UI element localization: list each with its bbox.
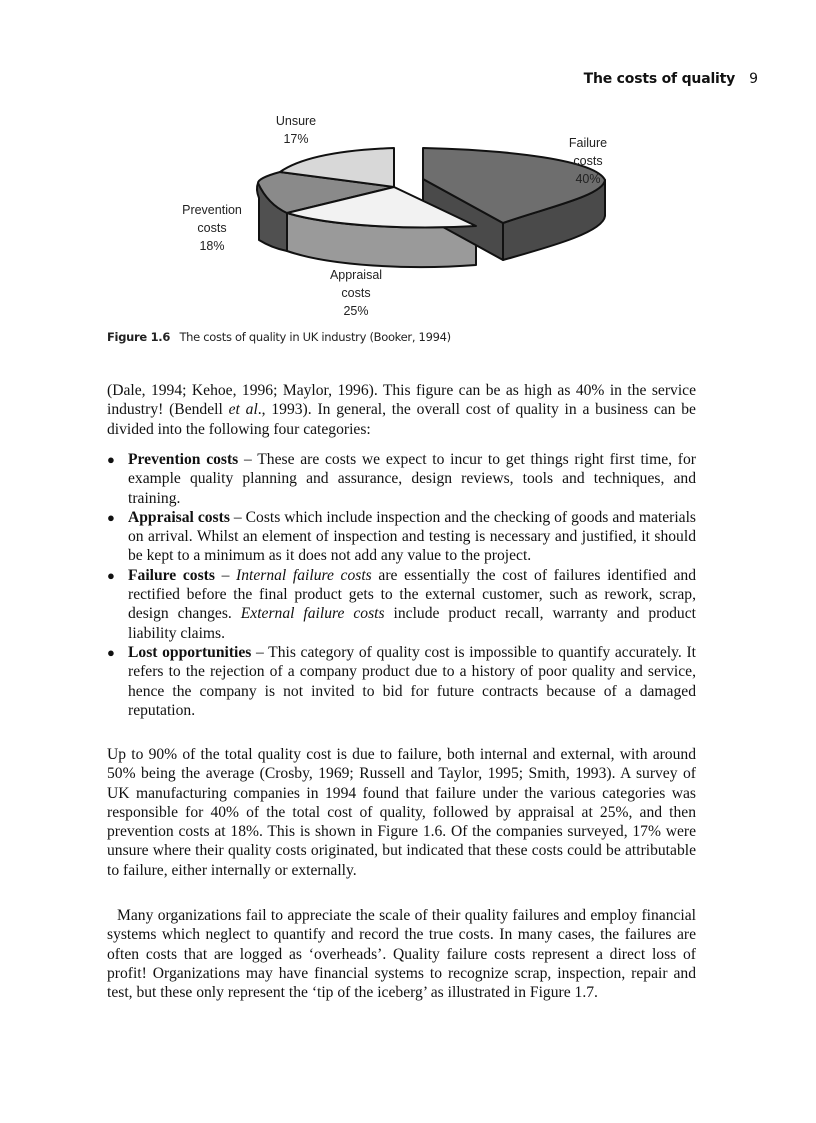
- paragraph-financial-systems: Many organizations fail to appreciate the scale of their quality failures and employ financial systems which neglect to quantify and record the true costs. In many cases, the failures are often costs that are logged as ‘overheads’. Quality failure costs represent a direct loss of profit! Organizations may have financial systems to recognize scrap, inspection, repair and test, but these only represent the ‘tip of the iceberg’ as illustrated in Figure 1.7.: [107, 907, 696, 1002]
- list-item-prevention: ● Prevention costs – These are costs we expect to incur to get things right first time, for example quality planning and assurance, design reviews, tools and techniques, and training.: [107, 451, 696, 507]
- label-unsure: Unsure 17%: [275, 114, 317, 146]
- cost-categories-list: [107, 450, 696, 720]
- list-item-appraisal: ● Appraisal costs – Costs which include inspection and the checking of goods and materials on arrival. Whilst an element of inspection and testing is necessary and justified, it should be kept to a minimum as it does not add any value to the project.: [107, 508, 696, 565]
- intro-paragraph: (Dale, 1994; Kehoe, 1996; Maylor, 1996). This figure can be as high as 40% in the service industry! (Bendell et al., 1993). In general, the overall cost of quality in a business can be divided into the following four categories:: [107, 382, 696, 438]
- bullet-icon: ●: [107, 567, 115, 583]
- list-item-failure: ● Failure costs – Internal failure costs are essentially the cost of failures identified and rectified before the final product gets to the external customer, such as rework, scrap, design changes. External failure costs include product recall, warranty and product liability claims.: [107, 566, 696, 642]
- paragraph-failure-costs: Up to 90% of the total quality cost is due to failure, both internal and external, with around 50% being the average (Crosby, 1969; Russell and Taylor, 1995; Smith, 1993). A survey of UK manufacturing companies in 1994 found that failure under the various categories was responsible for 40% of the total cost of quality, followed by appraisal at 25%, and then prevention costs at 18%. This is shown in Figure 1.6. Of the companies surveyed, 17% were unsure where their quality costs originated, but indicated that these costs could be attributable to failure, either internally or externally.: [107, 746, 696, 879]
- label-prevention: Prevention costs 18%: [182, 203, 242, 253]
- figure-caption: [107, 330, 451, 344]
- figure-caption-text: The costs of quality in UK industry (Booker, 1994): [179, 330, 451, 344]
- bullet-icon: ●: [107, 452, 115, 467]
- label-failure: Failure costs 40%: [568, 136, 608, 186]
- pie-chart-figure: [170, 108, 640, 323]
- bullet-icon: ●: [107, 644, 115, 660]
- page-number: 9: [749, 71, 758, 87]
- running-head-title: The costs of quality: [583, 71, 736, 87]
- list-item-lost-opportunities: ● Lost opportunities – This category of quality cost is impossible to quantify accurately. It refers to the rejection of a company product due to a history of poor quality and service, hence the company is not invited to bid for future contracts because of a damaged reputation.: [107, 643, 696, 719]
- label-appraisal: Appraisal costs 25%: [329, 268, 383, 318]
- running-head: [584, 71, 758, 87]
- figure-number: Figure 1.6: [107, 330, 171, 344]
- bullet-icon: ●: [107, 509, 115, 525]
